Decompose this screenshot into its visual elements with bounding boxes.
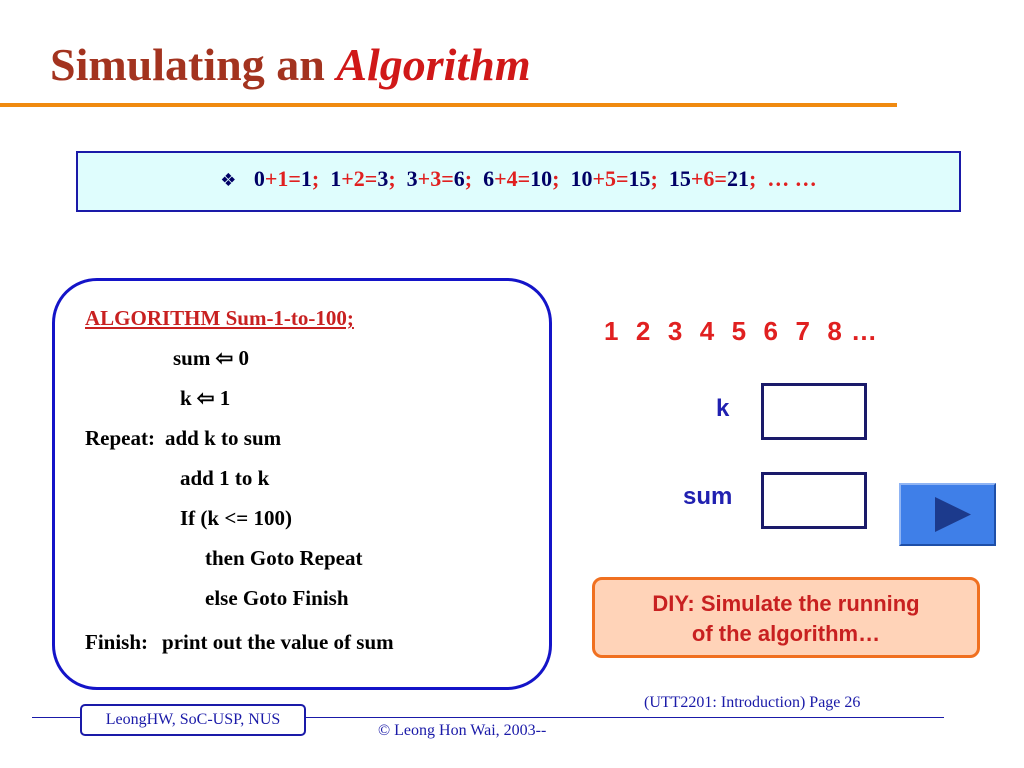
sequence-term <box>483 166 559 191</box>
term-result: 1 <box>300 166 312 191</box>
finish-statement: print out the value of sum <box>162 630 394 654</box>
sequence-term <box>669 166 756 191</box>
term-base: 15 <box>668 166 691 191</box>
repeat-statement: add k to sum <box>164 426 282 450</box>
footer-page: (UTT2201: Introduction) Page 26 <box>644 694 861 711</box>
diamond-bullet-icon: ❖ <box>220 170 237 191</box>
term-base: 0 <box>253 166 265 191</box>
k-label: k <box>716 395 730 422</box>
diy-line-1: DIY: Simulate the running <box>652 591 920 616</box>
line-k-init: k ⇦ 1 <box>180 386 231 410</box>
term-operation: +2= <box>341 166 378 191</box>
k-value-box <box>761 383 867 440</box>
footer-copyright: © Leong Hon Wai, 2003-- <box>378 722 547 739</box>
diy-callout <box>592 577 980 658</box>
term-separator: ; <box>388 166 396 191</box>
term-separator: ; <box>464 166 473 191</box>
term-separator: ; <box>650 166 658 191</box>
title-emphasis: Algorithm <box>336 39 531 90</box>
algorithm-title: ALGORITHM Sum-1-to-100; <box>85 306 354 330</box>
number-sequence: 1 2 3 4 5 6 7 8 … <box>604 316 879 346</box>
sequence-term <box>254 166 319 191</box>
line-then: then Goto Repeat <box>205 546 363 570</box>
title-underline <box>0 103 897 107</box>
line-sum-init: sum ⇦ 0 <box>173 346 249 370</box>
term-operation: +5= <box>592 166 629 191</box>
sum-value-box <box>761 472 867 529</box>
line-repeat <box>85 425 281 451</box>
term-result: 3 <box>377 166 389 191</box>
term-operation: +1= <box>264 166 301 191</box>
line-else: else Goto Finish <box>205 586 349 610</box>
title-plain: Simulating an <box>50 39 337 90</box>
term-base: 1 <box>330 166 342 191</box>
play-icon <box>901 485 994 544</box>
sum-label: sum <box>683 483 733 510</box>
line-if: If (k <= 100) <box>180 506 293 530</box>
footer-author: LeongHW, SoC-USP, NUS <box>80 704 306 736</box>
term-operation: +6= <box>690 166 727 191</box>
sequence-box <box>76 151 961 212</box>
sequence-items <box>254 166 817 191</box>
term-operation: +4= <box>494 166 531 191</box>
term-base: 10 <box>570 166 593 191</box>
repeat-label: Repeat: <box>85 426 155 450</box>
term-separator: ; <box>748 166 757 191</box>
term-base: 6 <box>483 166 495 191</box>
sequence-line <box>78 166 959 192</box>
term-separator: ; <box>552 166 560 191</box>
sequence-ellipsis: … … <box>767 166 817 191</box>
sequence-term <box>570 166 657 191</box>
footer-rule-left <box>32 717 80 718</box>
algorithm-box <box>52 278 552 690</box>
line-finish <box>85 629 394 655</box>
line-add-one: add 1 to k <box>180 466 270 490</box>
slide-title <box>50 36 531 94</box>
term-result: 15 <box>628 166 651 191</box>
sequence-term <box>407 166 472 191</box>
term-result: 6 <box>453 166 465 191</box>
footer-rule-right <box>306 717 944 718</box>
term-separator: ; <box>311 166 320 191</box>
finish-label: Finish: <box>85 630 149 654</box>
term-result: 21 <box>726 166 749 191</box>
term-base: 3 <box>406 166 418 191</box>
sequence-term <box>330 166 395 191</box>
term-result: 10 <box>530 166 553 191</box>
term-operation: +3= <box>417 166 454 191</box>
play-button[interactable] <box>899 483 996 546</box>
diy-line-2: of the algorithm… <box>691 621 881 646</box>
